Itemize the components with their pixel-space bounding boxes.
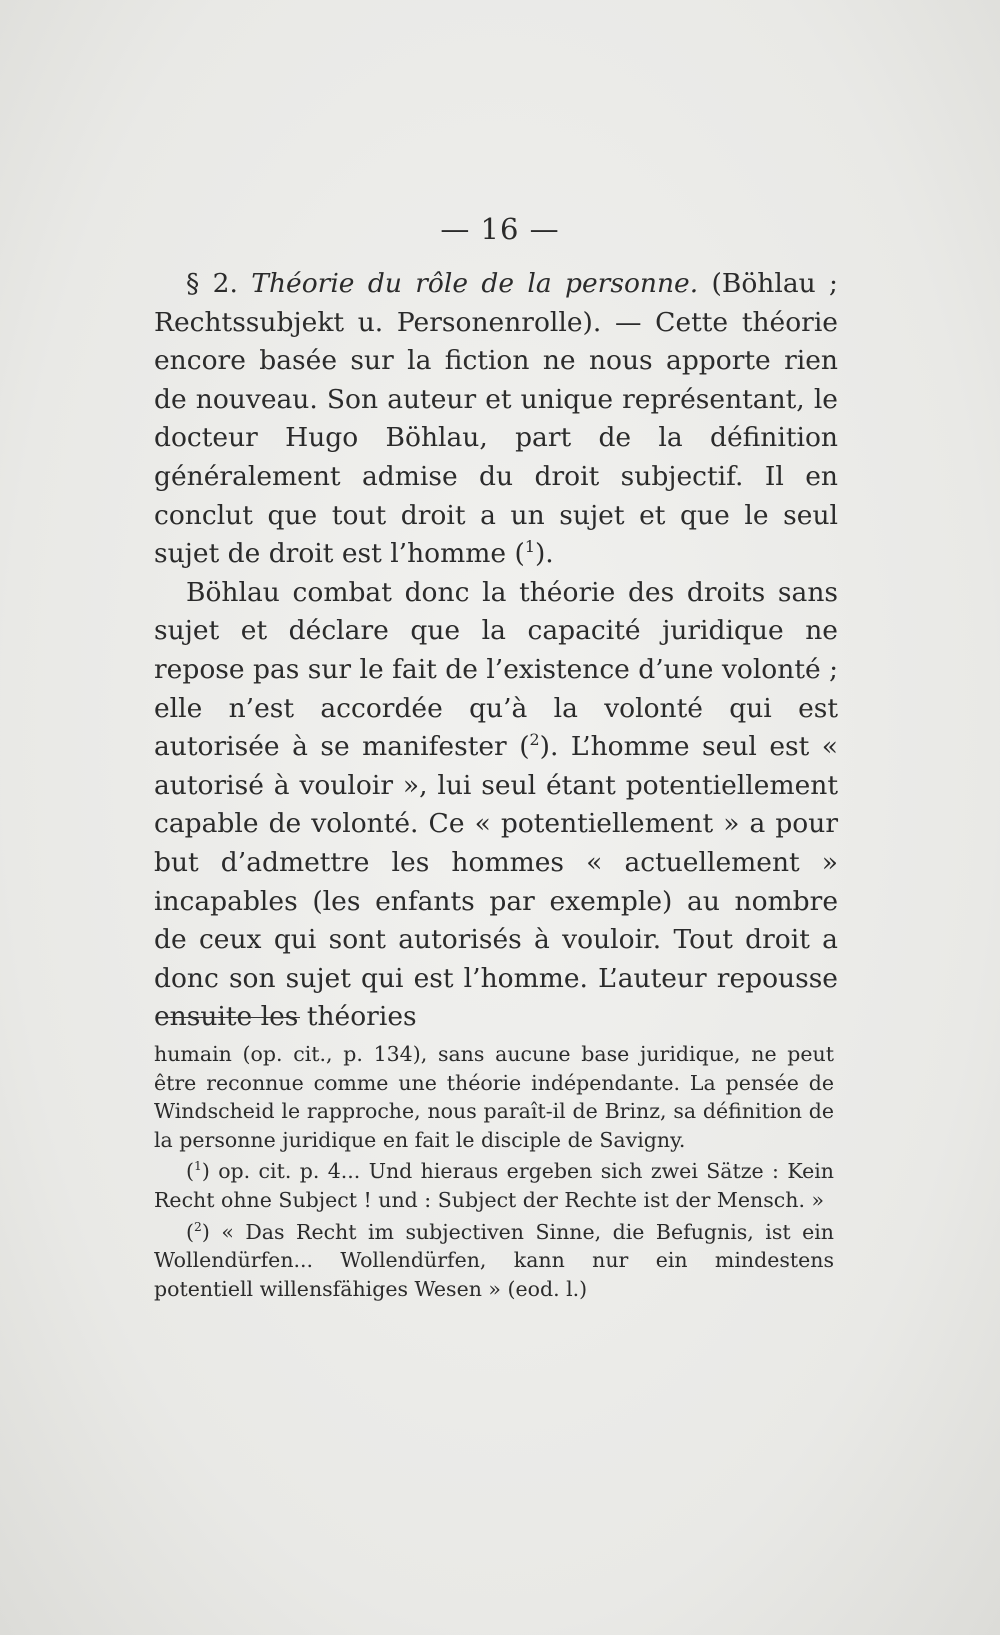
section-mark: § 2. <box>186 268 238 299</box>
footnote-1-text: op. cit. p. 4... Und hieraus ergeben sich zwei Sätze : Kein Recht ohne Subject ! und : Subject der Rechte ist der Mensch. » <box>154 1159 834 1212</box>
section-end: . <box>545 538 554 570</box>
paragraph-2-part-a: Böhlau combat donc la théorie des droits sans sujet et déclare que la capacité juridique ne repose pas sur le fait de l’existence d’une volonté ; elle n’est accordée qu’à la volonté qui est autorisée à se manifester <box>154 576 839 763</box>
section-text: (Böhlau ; Rechtssubjekt u. Personenrolle). — Cette théorie encore basée sur la fiction ne nous apporte rien de nouveau. Son auteur et unique représentant, le docteur Hugo Böhlau, part de la définition généralement admise du droit subjectif. Il en conclut que tout droit a un sujet et que le seul sujet de droit est l’homme <box>154 268 838 570</box>
footnote-divider <box>157 1017 300 1018</box>
main-text <box>154 265 838 1037</box>
footnote-2-mark: 2 <box>194 1219 202 1234</box>
footnote-1: ($^1$) op. cit. p. 4... Und hieraus ergeben sich zwei Sätze : Kein Recht ohne Subject ! und : Subject der Rechte ist der Mensch. » <box>154 1159 834 1212</box>
paragraph-2: Böhlau combat donc la théorie des droits sans sujet et déclare que la capacité juridique ne repose pas sur le fait de l’existence d’une volonté ; elle n’est accordée qu’à la volonté qui est autorisée à se manifester ($^2$). L’homme seul est « autorisé à vouloir », lui seul étant potentiellement capable de volonté. Ce « potentiellement » a pour but d’admettre les hommes « actuellement » incapables (les enfants par exemple) au nombre de ceux qui sont autorisés à vouloir. Tout droit a donc son sujet qui est l’homme. L’auteur repousse ensuite les théories <box>154 576 839 1033</box>
footnote-ref-2: 2 <box>529 730 540 750</box>
footnote-2: ($^2$) « Das Recht im subjectiven Sinne, die Befugnis, ist ein Wollendürfen... Wollendürfen, kann nur ein mindestens potentiell willensfähiges Wesen » (eod. l.) <box>154 1219 834 1301</box>
footnote-1-mark: 1 <box>194 1159 202 1174</box>
section-title: Théorie du rôle de la personne. <box>251 268 699 299</box>
section-paragraph: § 2. Théorie du rôle de la personne. (Böhlau ; Rechtssubjekt u. Personenrolle). — Cette théorie encore basée sur la fiction ne nous apporte rien de nouveau. Son auteur et unique représentant, le docteur Hugo Böhlau, part de la définition généralement admise du droit subjectif. Il en conclut que tout droit a un sujet et que le seul sujet de droit est l’homme ($^1$). <box>154 268 838 570</box>
footnotes <box>154 1040 834 1303</box>
paragraph-2-part-b: . L’homme seul est « autorisé à vouloir », lui seul étant potentiellement capable de volonté. Ce « potentiellement » a pour but d’admettre les hommes « actuellement » incapables (les enfants par exemple) au nombre de ceux qui sont autorisés à vouloir. Tout droit a donc son sujet qui est l’homme. L’auteur repousse ensuite les théories <box>154 731 839 1033</box>
footnote-2-text: « Das Recht im subjectiven Sinne, die Befugnis, ist ein Wollendürfen... Wollendürfen, kann nur ein mindestens potentiell willensfähiges Wesen » (eod. l.) <box>154 1219 834 1301</box>
page-number: — 16 — <box>440 212 560 246</box>
footnote-ref-1: 1 <box>524 537 535 557</box>
footnote-continued: humain (op. cit., p. 134), sans aucune base juridique, ne peut être reconnue comme une théorie indépendante. La pensée de Windscheid le rapproche, nous paraît-il de Brinz, sa définition de la personne juridique en fait le disciple de Savigny. <box>154 1042 834 1152</box>
